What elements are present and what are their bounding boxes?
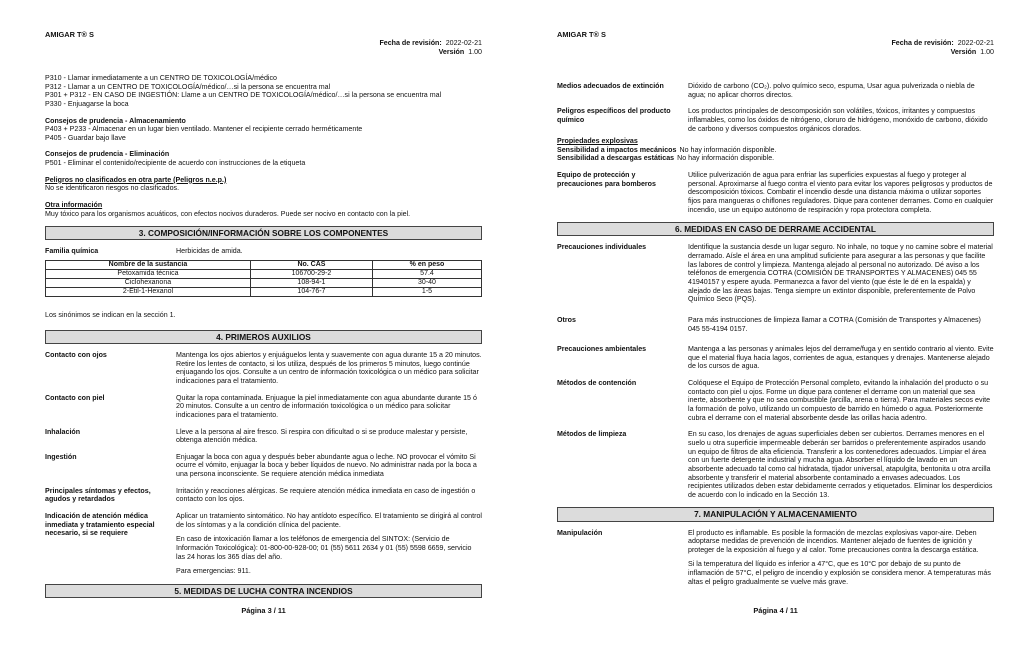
spill-text: En su caso, los drenajes de aguas superficiales deben ser cubiertos. Derrames menores en el suelo u otra superficie impermeable deberán ser barridos o preferentemente aspirados usando un equipo de filtros de alta eficiencia. Transferir a los contenedores adecuados. Limpiar el área con un fuerte detergente industrial y mucha agua. Absorber el líquido de lavado en un absorbente adecuado tal como cal hidratada, tíjador universal, atapulgita, bentonita u otra arcilla absorbente y transferir el material absorbente contaminado a envases adecuados. Los recipientes utilizados deben estar debidamente cerrados y etiquetados. Eliminar los desperdicios de acuerdo con lo indicado en la Sección 13. bbox=[688, 430, 993, 499]
page-3-content bbox=[45, 74, 482, 605]
other-title: Otra información bbox=[45, 201, 103, 210]
nep-text: No se identificaron riesgos no clasificados. bbox=[45, 184, 180, 193]
spill-label: Métodos de contención bbox=[557, 379, 637, 388]
table-header: Nombre de la sustancia bbox=[46, 261, 251, 270]
page-4-content bbox=[557, 82, 994, 594]
product-name: AMIGAR T® S bbox=[45, 30, 94, 39]
spill-text: Mantenga a las personas y animales lejos del derrame/fuga y en sentido contrario al viento. Evite que el material fluya hacia lagos, corrientes de agua, estanques y drenajes. Mantenerse alejado de los cursos de agua. bbox=[688, 345, 994, 371]
handling-label: Manipulación bbox=[557, 528, 603, 537]
page-4 bbox=[512, 0, 1024, 663]
family-label: Familia química bbox=[45, 247, 99, 256]
equipment-label: Equipo de protección y precauciones para bomberos bbox=[557, 171, 656, 188]
equipment-text: Utilice pulverización de agua para enfriar las superficies expuestas al fuego y proteger al personal. Aproximarse al fuego contra el viento para evitar los vapores peligrosos y productos de descomposición tóxicos. Combatir el incendio desde una distancia máxima o utilizar soportes fijos para mangueras o chiflones reguladores. Dique para contener derrames. Como en cualquier incendio, use un equipo autónomo de respiración y ropa protectora completa. bbox=[688, 171, 994, 214]
explosive-label: Sensibilidad a impactos mecánicos bbox=[557, 145, 677, 154]
table-cell: 108-94-1 bbox=[250, 279, 372, 288]
table-cell: Ciclohexanona bbox=[46, 279, 251, 288]
table-row bbox=[46, 279, 482, 288]
spill-text: Identifique la sustancia desde un lugar seguro. No inhale, no toque y no camine sobre el material derramado. Aísle el área en una amplitud suficiente para asegurar a las personas y que facilite las labores de control y limpieza. Mantenga alejado al personal no autorizado. Dé aviso a los teléfonos de emergencia COTRA (COMISIÓN DE TRANSPORTES Y ALMACENES) 045 55 41940157 y espere ayuda. Permanezca a favor del viento (que éste le dé en la espalda) y alejado de las áreas bajas. Tenga siempre un extintor disponible, preferentemente de Polvo Químico Seco (PQS). bbox=[688, 243, 993, 304]
nep-title: Peligros no clasificados en otra parte (Peligros n.e.p.) bbox=[45, 175, 227, 184]
version-label: Versión bbox=[950, 47, 977, 56]
table-cell: 106700-29-2 bbox=[250, 270, 372, 279]
first-aid-skin bbox=[45, 394, 482, 420]
product-name: AMIGAR T® S bbox=[557, 30, 606, 39]
first-aid-label: Contacto con piel bbox=[45, 393, 105, 402]
other-text: Muy tóxico para los organismos acuáticos, con efectos nocivos duraderos. Puede ser nocivo en contacto con la piel. bbox=[45, 209, 411, 218]
first-aid-text: Aplicar un tratamiento sintomático. No hay antídoto específico. El tratamiento se dirigirá al control de los síntomas y a la condición clínica del paciente. bbox=[176, 511, 482, 529]
explosive-title: Propiedades explosivas bbox=[557, 137, 638, 146]
table-header: No. CAS bbox=[250, 261, 372, 270]
first-aid-ingestion bbox=[45, 453, 482, 479]
revision-date: 2022-02-21 bbox=[957, 39, 994, 47]
first-aid-label: Contacto con ojos bbox=[45, 351, 107, 360]
fire-text: Los productos principales de descomposición son volátiles, tóxicos, irritantes y compuestos inflamables, como los óxidos de nitrógeno, cloruro de hidrógeno, monóxido de carbono, dióxido de carbono y diversos compuestos orgánicos clorados. bbox=[688, 107, 988, 133]
storage-advice bbox=[45, 117, 482, 143]
storage-line: P405 - Guardar bajo llave bbox=[45, 133, 126, 142]
spill-cleanup bbox=[557, 430, 994, 499]
first-aid-text: Quitar la ropa contaminada. Enjuague la piel inmediatamente con agua abundante durante 15 ó 20 minutos. Consulte a un centro de información toxicológica o un médico para solicitar indicaciones para el tratamiento. bbox=[176, 393, 477, 419]
specific-hazards bbox=[557, 107, 994, 133]
section-4-heading: 4. PRIMEROS AUXILIOS bbox=[45, 330, 482, 344]
firefighter-equipment bbox=[557, 171, 994, 214]
first-aid-medical bbox=[45, 512, 482, 576]
explosive-row bbox=[557, 146, 994, 155]
first-aid-text: Para emergencias: 911. bbox=[176, 567, 251, 576]
spill-label: Precauciones ambientales bbox=[557, 345, 647, 354]
section-3-heading: 3. COMPOSICIÓN/INFORMACIÓN SOBRE LOS COMPONENTES bbox=[45, 226, 482, 240]
extinguishing-media bbox=[557, 82, 994, 99]
revision-label: Fecha de revisión: bbox=[891, 39, 954, 47]
spill-containment bbox=[557, 379, 994, 422]
storage-title: Consejos de prudencia - Almacenamiento bbox=[45, 116, 186, 125]
synonyms-note: Los sinónimos se indican en la sección 1. bbox=[45, 311, 176, 320]
p-statement: P312 - Llamar a un CENTRO DE TOXICOLOGÍA/médico/…si la persona se encuentra mal bbox=[45, 82, 331, 91]
table-row bbox=[46, 270, 482, 279]
table-header: % en peso bbox=[372, 261, 481, 270]
disposal-title: Consejos de prudencia - Eliminación bbox=[45, 150, 170, 159]
substances-table bbox=[45, 260, 482, 297]
version-value: 1.00 bbox=[980, 47, 994, 56]
first-aid-text: Lleve a la persona al aire fresco. Si respira con dificultad o si se produce malestar y persiste, obtenga atención médica. bbox=[176, 427, 468, 445]
first-aid-label: Ingestión bbox=[45, 452, 77, 461]
table-cell: 57.4 bbox=[372, 270, 481, 279]
spill-individual bbox=[557, 243, 994, 303]
first-aid-text: Mantenga los ojos abiertos y enjuáguelos lenta y suavemente con agua durante 15 a 20 minutos. Retire los lentes de contacto, si los utiliza, después de los primeros 5 minutos, luego continúe enjuagando los ojos. Consulte a un centro de información toxicológica o un médico para solicitar indicaciones para el tratamiento. bbox=[176, 351, 482, 385]
section-7-heading: 7. MANIPULACIÓN Y ALMACENAMIENTO bbox=[557, 507, 994, 521]
spill-text: Para más instrucciones de limpieza llamar a COTRA (Comisión de Transportes y Almacenes) 045 55-4194 0157. bbox=[688, 315, 981, 333]
spill-label: Métodos de limpieza bbox=[557, 430, 627, 439]
p-statements bbox=[45, 74, 482, 109]
table-cell: 2-Etil-1-Hexanol bbox=[46, 288, 251, 297]
p-statement: P310 - Llamar inmediatamente a un CENTRO DE TOXICOLOGÍA/médico bbox=[45, 74, 277, 82]
explosive-row bbox=[557, 154, 994, 163]
table-cell: 30-40 bbox=[372, 279, 481, 288]
other-info bbox=[45, 201, 482, 218]
version-value: 1.00 bbox=[468, 47, 482, 56]
fire-text: Dióxido de carbono (CO₂). polvo químico seco, espuma, Usar agua pulverizada o niebla de agua; no aplicar chorros directos. bbox=[688, 82, 975, 99]
first-aid-label: Indicación de atención médica inmediata y tratamiento especial necesario, si se requiere bbox=[45, 511, 155, 538]
first-aid-text: Irritación y reacciones alérgicas. Se requiere atención médica inmediata en caso de ingestión o contacto con los ojos. bbox=[176, 486, 476, 504]
p-statement: P301 + P312 - EN CASO DE INGESTIÓN: Llame a un CENTRO DE TOXICOLOGÍA/médico/…si la persona se encuentra mal bbox=[45, 91, 442, 100]
fire-label: Medios adecuados de extinción bbox=[557, 82, 664, 90]
explosive-value: No hay información disponible. bbox=[679, 145, 777, 154]
table-cell: 104-76-7 bbox=[250, 288, 372, 297]
version-label: Versión bbox=[438, 47, 465, 56]
table-header-row bbox=[46, 261, 482, 270]
disposal-advice bbox=[45, 150, 482, 167]
explosive-label: Sensibilidad a descargas estáticas bbox=[557, 154, 675, 163]
page-4-body bbox=[557, 30, 994, 643]
first-aid-text: En caso de intoxicación llamar a los teléfonos de emergencia del SINTOX: (Servicio de Información Toxicológica): 01-800-00-928-00; 01 (55) 5611 2634 y 01 (55) 5598 6659, servicio las 24 horas los 365 días del año. bbox=[176, 535, 472, 561]
explosive-properties bbox=[557, 137, 994, 163]
nep-hazards bbox=[45, 176, 482, 193]
page-number: Página 3 / 11 bbox=[241, 605, 286, 615]
revision-date: 2022-02-21 bbox=[445, 39, 482, 47]
family-value: Herbicidas de amida. bbox=[176, 247, 243, 256]
spill-label: Precauciones individuales bbox=[557, 243, 647, 252]
first-aid-eyes bbox=[45, 351, 482, 386]
section-5-heading: 5. MEDIDAS DE LUCHA CONTRA INCENDIOS bbox=[45, 584, 482, 598]
first-aid-text: Enjuagar la boca con agua y después beber abundante agua o leche. NO provocar el vómito Si ocurre el vómito, enjuagar la boca y beber líquidos de nuevo. No administrar nada por la boca a una persona inconsciente. Se requiere atención médica inmediata bbox=[176, 452, 477, 479]
table-row bbox=[46, 288, 482, 297]
revision-header bbox=[891, 39, 994, 56]
section-6-heading: 6. MEDIDAS EN CASO DE DERRAME ACCIDENTAL bbox=[557, 222, 994, 236]
page-3-body bbox=[45, 30, 482, 643]
p-statement: P330 - Enjuagarse la boca bbox=[45, 99, 129, 108]
spill-label: Otros bbox=[557, 315, 576, 324]
page-number: Página 4 / 11 bbox=[753, 605, 798, 615]
first-aid-label: Inhalación bbox=[45, 427, 81, 436]
handling bbox=[557, 529, 994, 587]
revision-label: Fecha de revisión: bbox=[379, 39, 442, 47]
chemical-family bbox=[45, 247, 482, 256]
handling-text: El producto es inflamable. Es posible la formación de mezclas explosivas vapor-aire. Deben adoptarse medidas de prevención de incendios. Mantener alejado de fuentes de ignición y proteger de la exposición al fuego y al calor. Tome precauciones contra la descarga estática. bbox=[688, 528, 979, 554]
first-aid-label: Principales síntomas y efectos, agudos y retardados bbox=[45, 486, 151, 504]
first-aid-symptoms bbox=[45, 487, 482, 504]
first-aid-inhalation bbox=[45, 428, 482, 445]
explosive-value: No hay información disponible. bbox=[677, 154, 775, 163]
table-cell: Petoxamida técnica bbox=[46, 270, 251, 279]
revision-header bbox=[379, 39, 482, 56]
fire-label: Peligros específicos del producto químico bbox=[557, 107, 671, 124]
spill-environmental bbox=[557, 345, 994, 371]
table-cell: 1-5 bbox=[372, 288, 481, 297]
handling-text: Si la temperatura del líquido es inferior a 47°C, que es 10°C por debajo de su punto de inflamación de 57°C, el peligro de incendio y explosión se considera menor. A temperaturas más altas el peligro gradualmente se vuelve más grave. bbox=[688, 560, 991, 586]
spill-other bbox=[557, 316, 994, 333]
spill-text: Colóquese el Equipo de Protección Personal completo, evitando la inhalación del producto o su contacto con piel u ojos. Forme un dique para contener el derrame con un material que sea inerte, absorbente y que no sea combustible (arcilla, arena o tierra). Para materiales secos evite la formación de polvo, utilizando un compuesto de barrido en húmedo o agua. Posteriormente cubra el derrame con el material absorbente desde las orillas hacia adentro. bbox=[688, 379, 991, 422]
disposal-line: P501 - Eliminar el contenido/recipiente de acuerdo con instrucciones de la etiqueta bbox=[45, 159, 306, 168]
storage-line: P403 + P233 - Almacenar en un lugar bien ventilado. Mantener el recipiente cerrado herméticamente bbox=[45, 125, 363, 134]
